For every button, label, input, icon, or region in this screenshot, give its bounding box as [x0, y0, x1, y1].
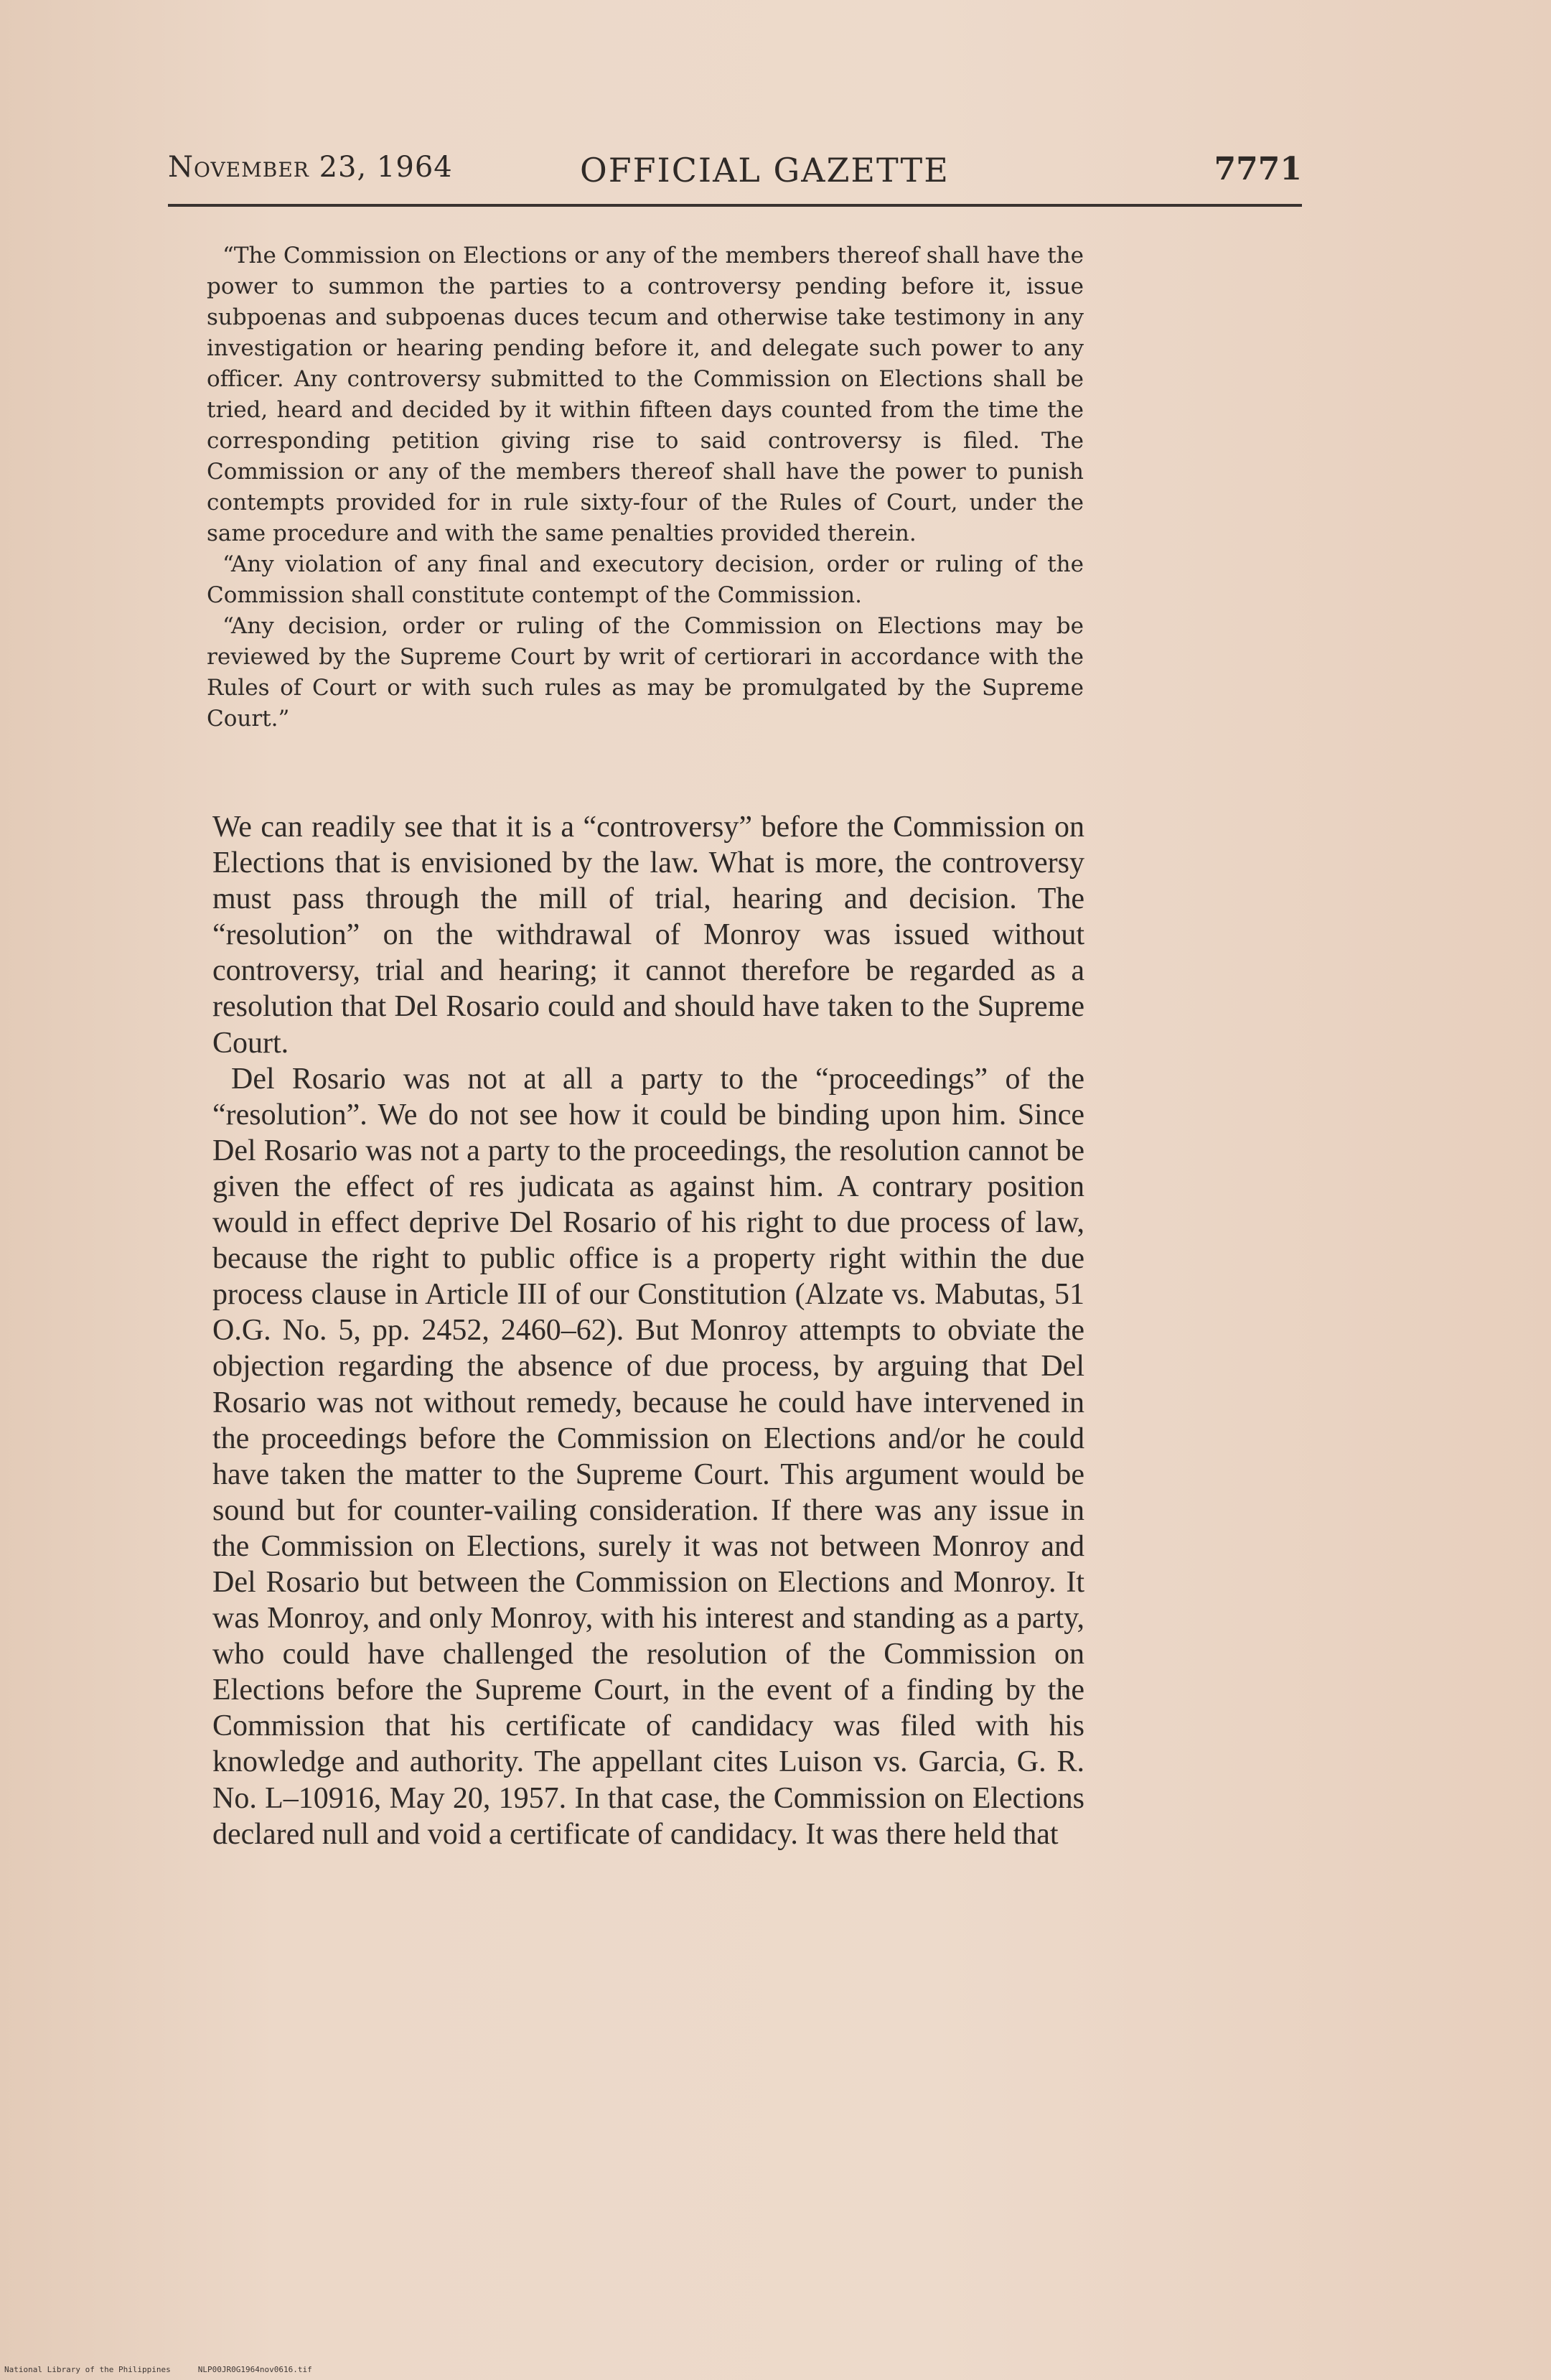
quote-paragraph: “Any violation of any final and executory decision, order or ruling of the Commission shall constitute contempt of the Commission. [207, 551, 1084, 608]
body-text [212, 809, 1084, 1852]
footer-library: National Library of the Philippines [4, 2365, 171, 2374]
header-date: November 23, 1964 [168, 151, 453, 184]
page-header [168, 151, 1302, 195]
header-rule [168, 204, 1302, 207]
quoted-statute [207, 241, 1084, 734]
quote-paragraph: “The Commission on Elections or any of the members thereof shall have the power to summon the parties to a controversy pending before it, issue subpoenas and subpoenas duces tecum and otherwise take testimony in any investigation or hearing pending before it, and delegate such power to any officer. Any controversy submitted to the Commission on Elections shall be tried, heard and decided by it within fifteen days counted from the time the corresponding petition giving rise to said controversy is filed. The Commission or any of the members thereof shall have the power to punish contempts provided for in rule sixty-four of the Rules of Court, under the same procedure and with the same penalties provided therein. [207, 243, 1084, 546]
body-paragraph: Del Rosario was not at all a party to the “proceedings” of the “resolution”. We do not see how it could be binding upon him. Since Del Rosario was not a party to the proceedings, the resolution cannot be given the effect of res judicata as against him. A contrary position would in effect deprive Del Rosario of his right to due process of law, because the right to public office is a property right within the due process clause in Article III of our Constitution (Alzate vs. Mabutas, 51 O.G. No. 5, pp. 2452, 2460–62). But Monroy attempts to obviate the objection regarding the absence of due process, by arguing that Del Rosario was not without remedy, because he could have intervened in the proceedings before the Commission on Elections and/or he could have taken the matter to the Supreme Court. This argument would be sound but for counter-vailing consideration. If there was any issue in the Commission on Elections, surely it was not between Monroy and Del Rosario but between the Commission on Elections and Monroy. It was Monroy, and only Monroy, with his interest and standing as a party, who could have challenged the resolution of the Commission on Elections before the Supreme Court, in the event of a finding by the Commission that his certificate of candidacy was filed with his knowledge and authority. The appellant cites Luison vs. Garcia, G. R. No. L–10916, May 20, 1957. In that case, the Commission on Elections declared null and void a certificate of candidacy. It was there held that [212, 1062, 1084, 1851]
header-page-number: 7771 [1214, 151, 1302, 187]
footer-file: NLP00JR0G1964nov0616.tif [197, 2365, 312, 2374]
scan-footer [4, 2365, 507, 2374]
body-paragraph: We can readily see that it is a “controversy” before the Commission on Elections that is envisioned by the law. What is more, the controversy must pass through the mill of trial, hearing and decision. The “resolution” on the withdrawal of Monroy was issued without controversy, trial and hearing; it cannot therefore be regarded as a resolution that Del Rosario could and should have taken to the Supreme Court. [212, 811, 1084, 1060]
quote-paragraph: “Any decision, order or ruling of the Commission on Elections may be reviewed by the Supreme Court by writ of certiorari in accordance with the Rules of Court or with such rules as may be promulgated by the Supreme Court.” [207, 613, 1084, 732]
header-title: OFFICIAL GAZETTE [580, 151, 950, 190]
